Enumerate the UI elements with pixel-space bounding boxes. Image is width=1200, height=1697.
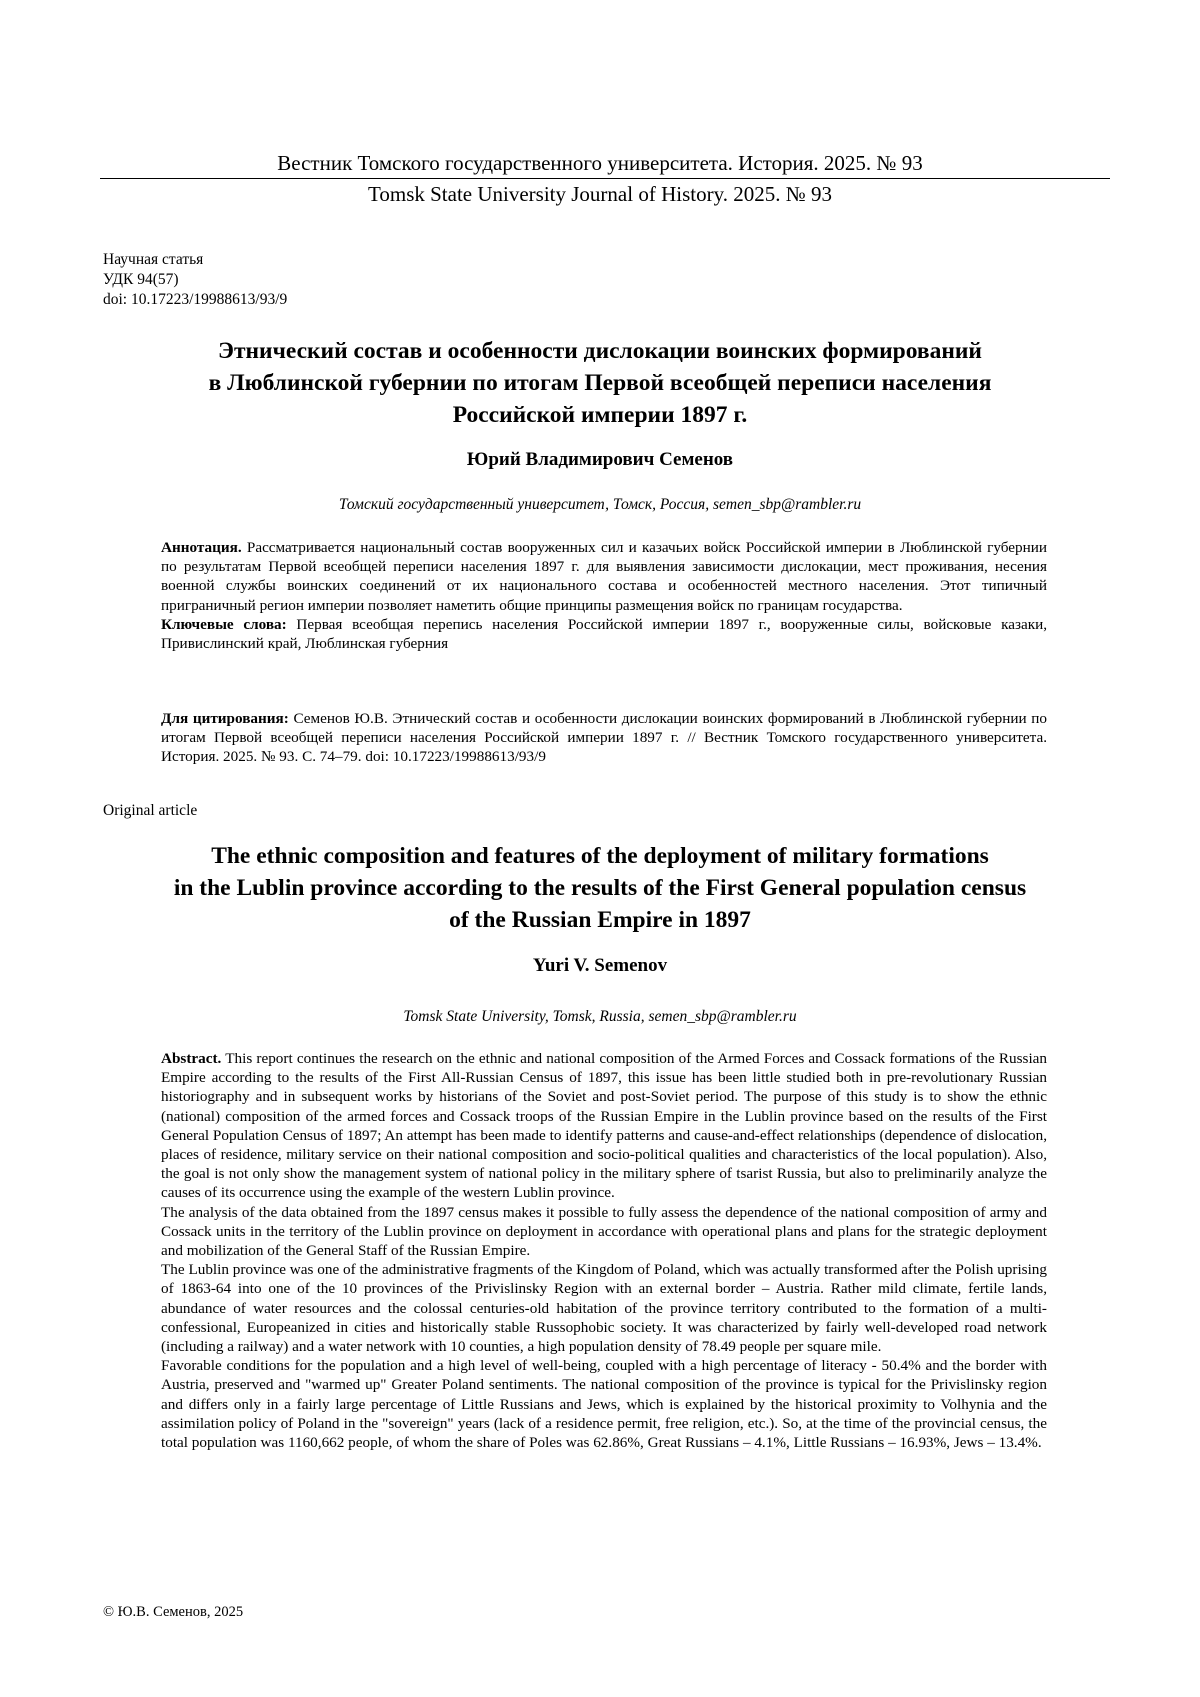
doi: doi: 10.17223/19988613/93/9 <box>103 291 288 308</box>
citation-ru <box>161 709 1047 767</box>
abstract-en-paragraph: The analysis of the data obtained from the 1897 census makes it possible to fully assess the dependence of the national composition of army and Cossack units in the territory of the Lublin province on deployment in accordance with operational plans and plans for the strategic deployment and mobilization of the General Staff of the Russian Empire. <box>161 1203 1047 1260</box>
title-ru-line: Российской империи 1897 г. <box>452 402 748 428</box>
author-en: Yuri V. Semenov <box>532 955 668 976</box>
citation-ru-paragraph <box>161 709 1047 767</box>
title-ru-line: в Люблинской губернии по итогам Первой всеобщей переписи населения <box>208 370 992 396</box>
abstract-ru <box>161 538 1047 653</box>
abstract-en-label: Abstract. <box>161 1050 222 1067</box>
keywords-ru-text: Первая всеобщая перепись населения Российской империи 1897 г., вооруженные силы, войсковые казаки, Привислинский край, Люблинская губерния <box>161 615 1048 653</box>
article-meta <box>103 250 287 310</box>
abstract-en-text: This report continues the research on the ethnic and national composition of the Armed Forces and Cossack formations of the Russian Empire according to the results of the First All-Russian Census of 1897, this issue has been little studied both in pre-revolutionary Russian historiography and in subsequent works by historians of the Soviet and post-Soviet period. The purpose of this study is to show the ethnic (national) composition of the armed forces and Cossack troops of the Russian Empire in the Lublin province based on the results of the First General Population Census of 1897; An attempt has been made to identify patterns and cause-and-effect relationships (dependence of dislocation, places of residence, military service on their national composition and socio-political qualities and characteristics of the local population). Also, the goal is not only show the management system of national policy in the military sphere of tsarist Russia, but also to preliminarily analyze the causes of its occurrence using the example of the western Lublin province. <box>161 1050 1047 1202</box>
abstract-ru-paragraph <box>161 538 1047 615</box>
citation-ru-text: Семенов Ю.В. Этнический состав и особенности дислокации воинских формирований в Люблинской губернии по итогам Первой всеобщей переписи населения Российской империи 1897 г. // Вестник Томского государственного университета. История. 2025. № 93. С. 74–79. doi: 10.17223/19988613/93/9 <box>161 710 1047 766</box>
udc-code: УДК 94(57) <box>103 271 179 288</box>
citation-ru-label: Для цитирования: <box>161 710 289 727</box>
abstract-en-paragraph <box>161 1049 1047 1203</box>
article-type-en: Original article <box>103 802 198 819</box>
title-en-line: in the Lublin province according to the results of the First General population census <box>173 875 1027 901</box>
title-ru-line: Этнический состав и особенности дислокации воинских формирований <box>218 338 982 364</box>
affiliation-ru: Томский государственный университет, Томск, Россия, semen_sbp@rambler.ru <box>338 496 862 513</box>
article-type-ru: Научная статья <box>103 251 204 268</box>
abstract-ru-label: Аннотация. <box>161 539 242 556</box>
journal-title-en: Tomsk State University Journal of History. 2025. № 93 <box>368 182 832 206</box>
author-ru: Юрий Владимирович Семенов <box>466 449 734 470</box>
title-en-line: The ethnic composition and features of the deployment of military formations <box>211 843 989 869</box>
title-ru <box>100 335 1100 431</box>
copyright: © Ю.В. Семенов, 2025 <box>103 1604 244 1620</box>
affiliation-en: Tomsk State University, Tomsk, Russia, semen_sbp@rambler.ru <box>403 1008 797 1025</box>
title-en-line: of the Russian Empire in 1897 <box>449 907 751 933</box>
header-rule <box>100 178 1110 179</box>
title-en <box>100 840 1100 936</box>
abstract-ru-text: Рассматривается национальный состав вооруженных сил и казачьих войск Российской империи в Люблинской губернии по результатам Первой всеобщей переписи населения 1897 г. для выявления зависимости дислокации, мест проживания, несения военной службы воинских соединений от их национального состава и особенностей местного населения. Этот типичный приграничный регион империи позволяет наметить общие принципы размещения войск по границам государства. <box>161 539 1047 614</box>
abstract-en <box>161 1049 1047 1452</box>
abstract-en-paragraph: Favorable conditions for the population and a high level of well-being, coupled with a high percentage of literacy - 50.4% and the border with Austria, preserved and "warmed up" Greater Poland sentiments. The national composition of the province is typical for the Privislinsky region and differs only in a fairly large percentage of Little Russians and Jews, which is explained by the historical proximity to Volhynia and the assimilation policy of Poland in the "sovereign" years (lack of a residence permit, free religion, etc.). So, at the time of the provincial census, the total population was 1160,662 people, of whom the share of Poles was 62.86%, Great Russians – 4.1%, Little Russians – 16.93%, Jews – 13.4%. <box>161 1357 1047 1452</box>
journal-title-ru: Вестник Томского государственного университета. История. 2025. № 93 <box>277 151 923 175</box>
abstract-en-paragraph: The Lublin province was one of the administrative fragments of the Kingdom of Poland, which was actually transformed after the Polish uprising of 1863-64 into one of the 10 provinces of the Privislinsky Region with an external border – Austria. Rather mild climate, fertile lands, abundance of water resources and the colossal centuries-old habitation of the province territory contributed to the formation of a multi-confessional, Europeanized in cities and historically stable Russophobic society. It was characterized by fairly well-developed road network (including a railway) and a water network with 10 counties, a high population density of 78.49 people per square mile. <box>161 1261 1047 1356</box>
keywords-ru-label: Ключевые слова: <box>161 615 287 633</box>
keywords-ru-paragraph <box>161 615 1047 653</box>
